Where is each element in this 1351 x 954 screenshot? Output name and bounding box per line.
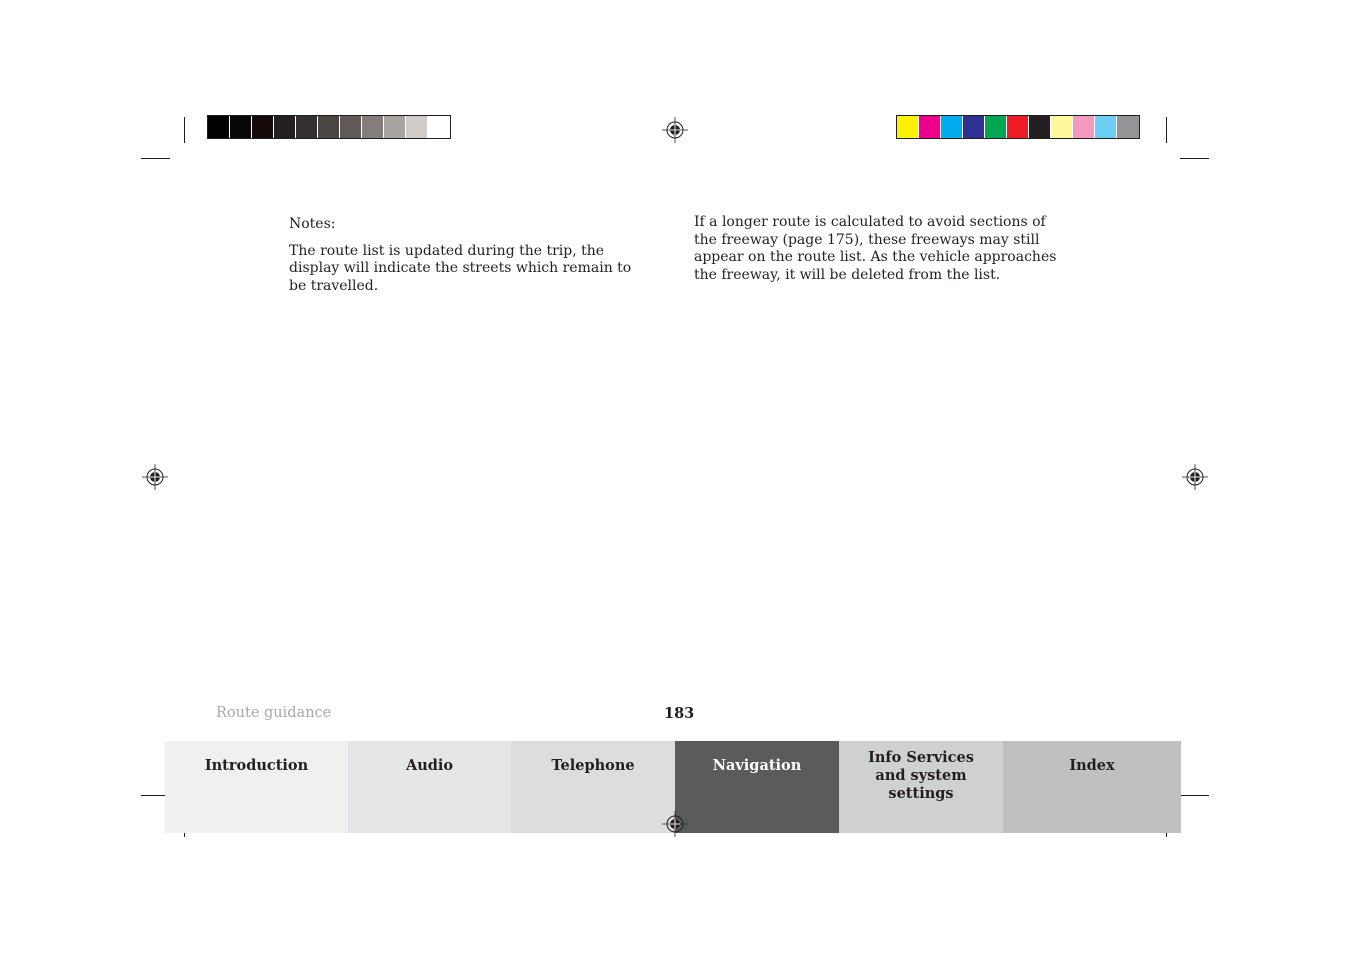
tab-telephone[interactable] [511,741,675,833]
grayscale-color-bar [207,115,451,139]
grayscale-swatch [208,116,230,138]
process-color-swatch [985,116,1007,138]
process-color-swatch [1029,116,1051,138]
left-paragraph: The route list is updated during the trip, the display will indicate the streets which remain to be travelled. [289,242,632,294]
grayscale-swatch [428,116,450,138]
tab-audio-label: Audio [405,757,454,774]
tab-navigation-label: Navigation [712,757,802,774]
crop-mark-bottom-right-horizontal [1180,795,1209,796]
tab-info-services-label: Info Services and system settings [868,749,974,802]
process-color-swatch [1073,116,1095,138]
process-color-swatch [1007,116,1029,138]
grayscale-swatch [230,116,252,138]
grayscale-swatch [318,116,340,138]
process-color-swatch [1117,116,1139,138]
process-color-swatch [1095,116,1117,138]
tab-info-services[interactable] [839,741,1003,833]
grayscale-swatch [340,116,362,138]
grayscale-swatch [274,116,296,138]
tab-telephone-label: Telephone [551,757,635,774]
process-color-swatch [1051,116,1073,138]
process-color-swatch [897,116,919,138]
process-color-swatch [941,116,963,138]
tab-navigation[interactable] [675,741,839,833]
tab-index[interactable] [1003,741,1181,833]
crop-mark-top-left-vertical [184,117,185,143]
process-color-swatch [919,116,941,138]
page-number: 183 [664,705,695,722]
registration-mark-top-icon [660,115,690,145]
process-color-swatch [963,116,985,138]
registration-mark-right-icon [1180,462,1210,492]
tab-index-label: Index [1069,757,1115,774]
grayscale-swatch [384,116,406,138]
grayscale-swatch [362,116,384,138]
process-color-bar [896,115,1140,139]
section-label: Route guidance [216,705,332,721]
grayscale-swatch [296,116,318,138]
right-column [694,214,1066,284]
grayscale-swatch [252,116,274,138]
notes-heading: Notes: [289,216,336,232]
right-paragraph: If a longer route is calculated to avoid sections of the freeway (page 175), these freeways may still appear on the route list. As the vehicle approaches the freeway, it will be deleted from the list. [694,214,1057,283]
tab-audio[interactable] [348,741,511,833]
grayscale-swatch [406,116,428,138]
registration-mark-bottom-icon [660,809,690,839]
tab-introduction[interactable] [165,741,348,833]
crop-mark-top-right-horizontal [1180,158,1209,159]
left-column [289,216,649,295]
crop-mark-top-left-horizontal [141,158,170,159]
registration-mark-left-icon [140,462,170,492]
crop-mark-top-right-vertical [1166,117,1167,143]
tab-introduction-label: Introduction [204,757,309,774]
